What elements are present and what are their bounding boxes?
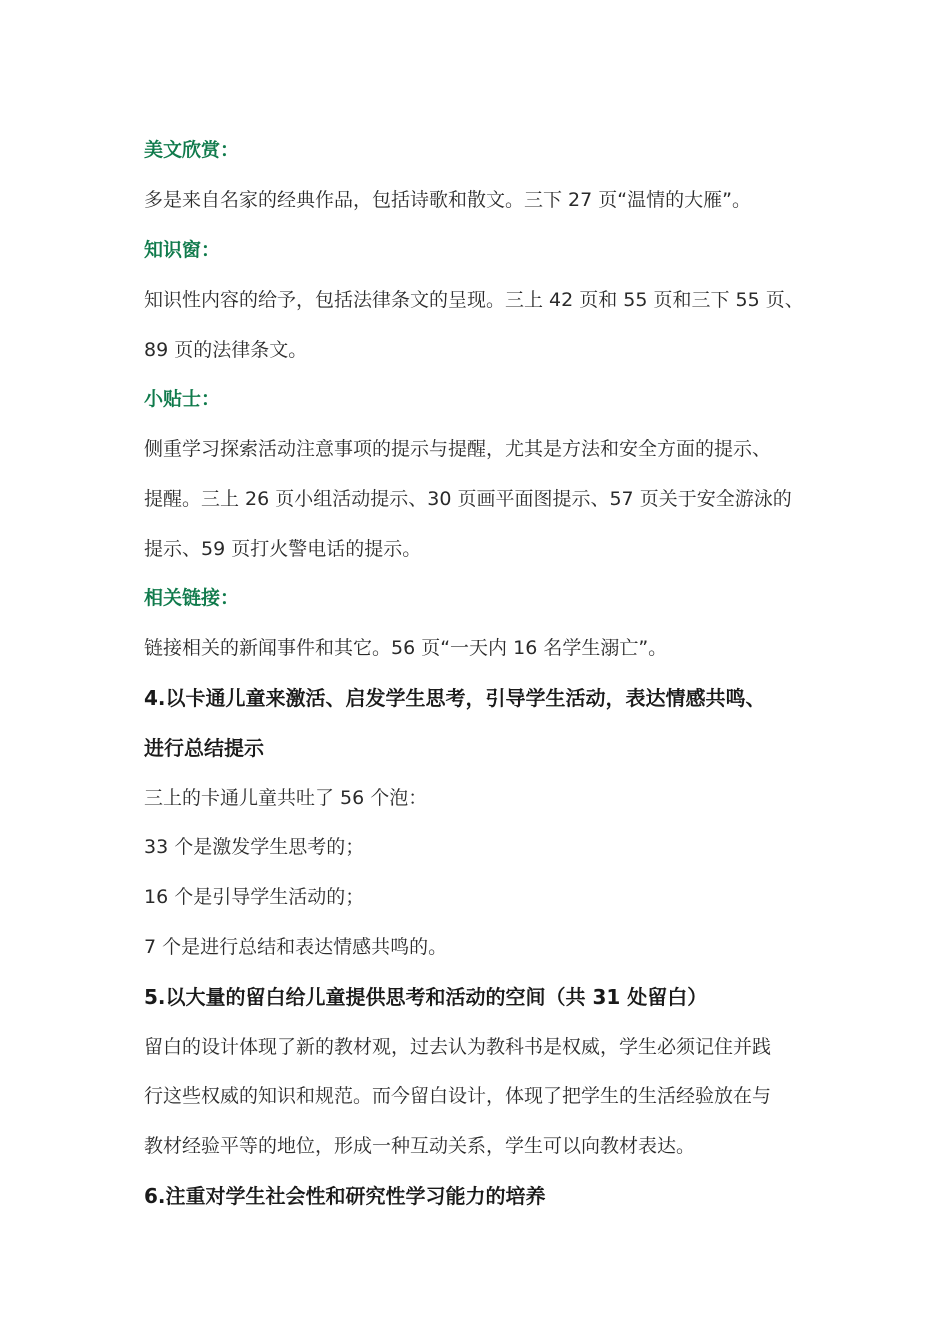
paragraph-line: 89 页的法律条文。 [144,339,308,361]
heading-xiao-tieshi: 小贴士： [144,388,221,410]
paragraph-line: 侧重学习探索活动注意事项的提示与提醒，尤其是方法和安全方面的提示、 [144,438,772,460]
paragraph-line: 多是来自名家的经典作品，包括诗歌和散文。三下 27 页“温情的大雁”。 [144,189,751,211]
paragraph-line: 提示、59 页打火警电话的提示。 [144,538,422,560]
list-item: 7 个是进行总结和表达情感共鸣的。 [144,936,448,958]
list-item: 33 个是激发学生思考的； [144,836,365,858]
paragraph-line: 知识性内容的给予，包括法律条文的呈现。三上 42 页和 55 页和三下 55 页、 [144,289,804,311]
section-heading-4-cont: 进行总结提示 [144,736,264,760]
paragraph-line: 教材经验平等的地位，形成一种互动关系，学生可以向教材表达。 [144,1135,696,1157]
section-heading-4: 4.以卡通儿童来激活、启发学生思考，引导学生活动，表达情感共鸣、 [144,686,766,710]
section-heading-6: 6.注重对学生社会性和研究性学习能力的培养 [144,1184,546,1208]
heading-zhishi-chuang: 知识窗： [144,239,221,261]
paragraph-line: 三上的卡通儿童共吐了 56 个泡： [144,787,428,809]
heading-meiwen-xinshang: 美文欣赏： [144,139,240,161]
list-item: 16 个是引导学生活动的； [144,886,365,908]
paragraph-line: 链接相关的新闻事件和其它。56 页“一天内 16 名学生溺亡”。 [144,637,668,659]
paragraph-line: 行这些权威的知识和规范。而今留白设计，体现了把学生的生活经验放在与 [144,1085,772,1107]
paragraph-line: 留白的设计体现了新的教材观，过去认为教科书是权威，学生必须记住并践 [144,1036,772,1058]
section-heading-5: 5.以大量的留白给儿童提供思考和活动的空间（共 31 处留白） [144,985,708,1009]
heading-xiangguan-lianjie: 相关链接： [144,587,240,609]
paragraph-line: 提醒。三上 26 页小组活动提示、30 页画平面图提示、57 页关于安全游泳的 [144,488,792,510]
